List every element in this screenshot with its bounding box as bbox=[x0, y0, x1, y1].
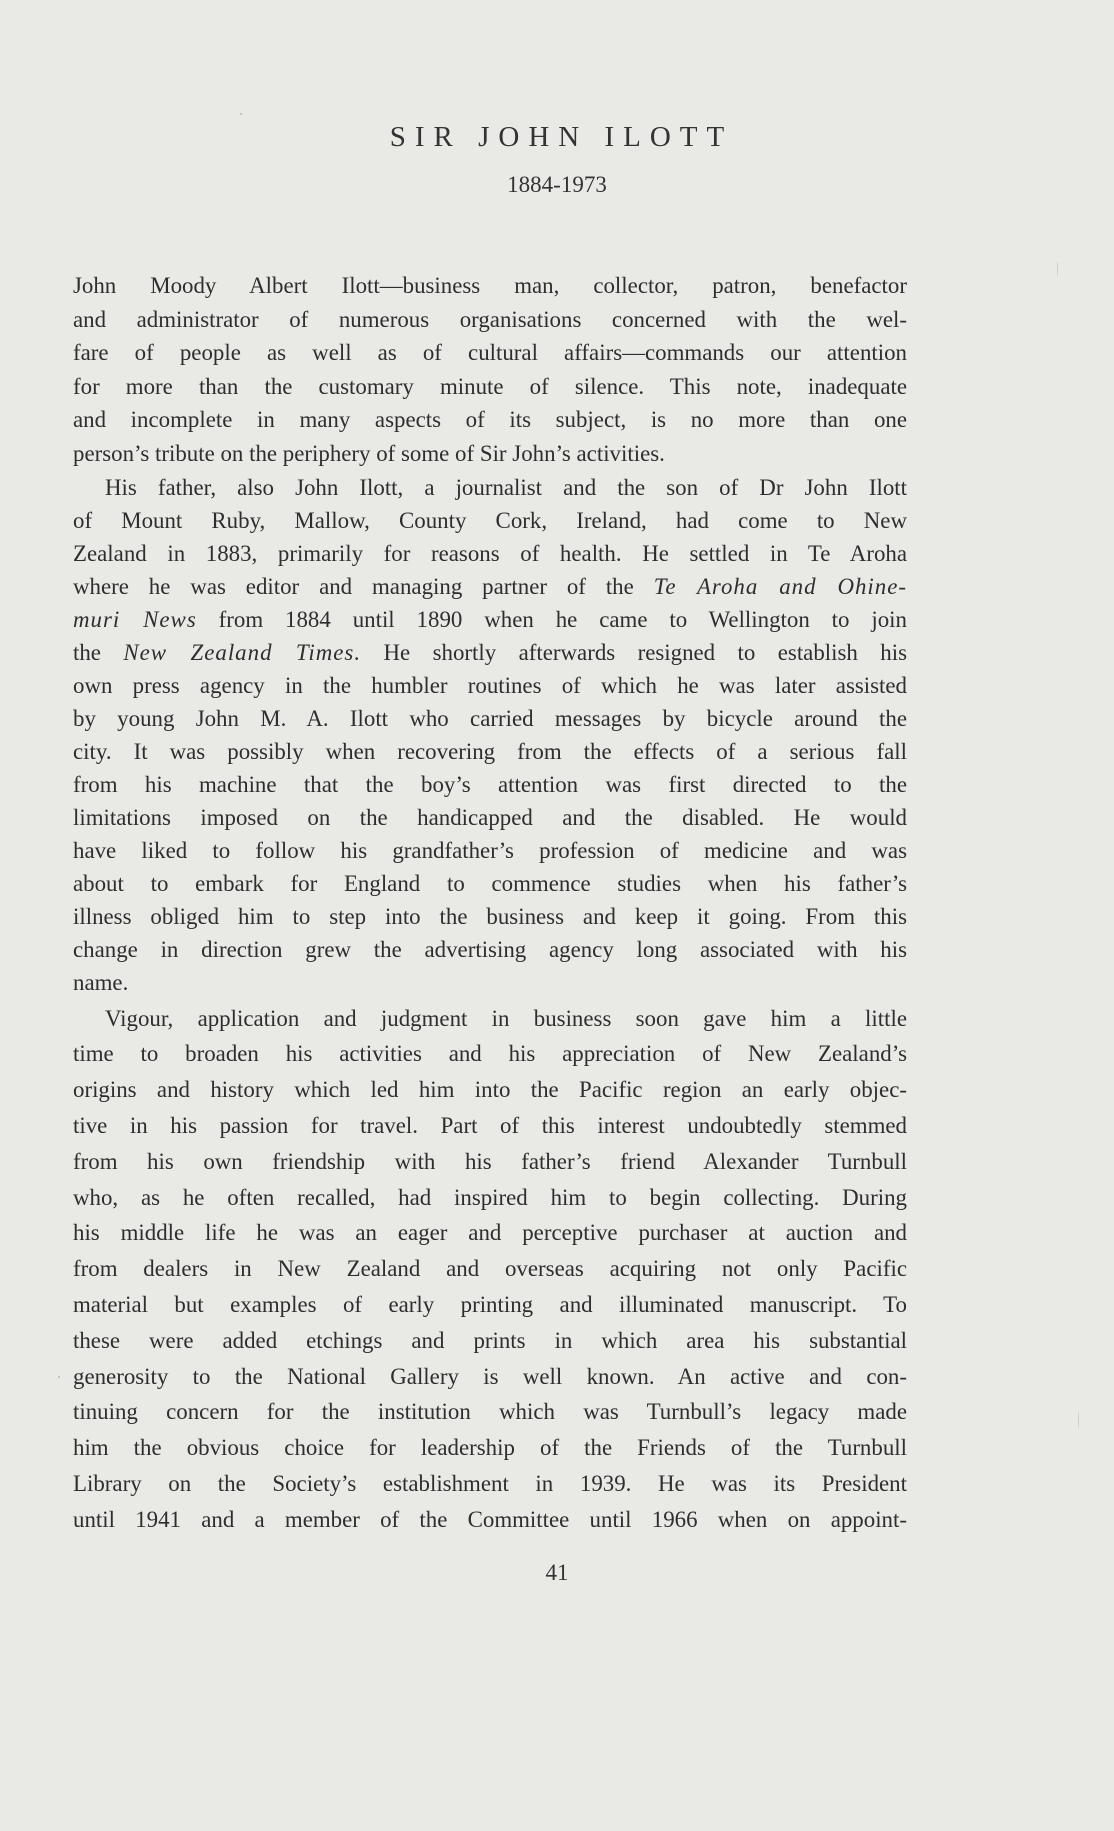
newspaper-title: muri News bbox=[73, 606, 197, 632]
text-line: John Moody Albert Ilott—business man, collector, patron, benefactor bbox=[73, 273, 907, 298]
text-line: city. It was possibly when recovering from the effects of a serious fall bbox=[73, 738, 907, 764]
life-dates: 1884-1973 bbox=[507, 172, 607, 197]
text-line: name. bbox=[73, 969, 129, 995]
text-line: of Mount Ruby, Mallow, County Cork, Ireland, had come to New bbox=[73, 507, 907, 533]
text-line: from dealers in New Zealand and overseas acquiring not only Pacific bbox=[73, 1256, 907, 1282]
text-line bbox=[73, 569, 907, 602]
text-line: tinuing concern for the institution which was Turnbull’s legacy made bbox=[73, 1399, 907, 1425]
text-line: material but examples of early printing and illuminated manuscript. To bbox=[73, 1291, 907, 1317]
text-line: Library on the Society’s establishment in 1939. He was its President bbox=[73, 1470, 907, 1496]
paper-speck bbox=[58, 1376, 60, 1378]
text-line: Zealand in 1883, primarily for reasons of health. He settled in Te Aroha bbox=[73, 540, 907, 566]
text-line: generosity to the National Gallery is well known. An active and con- bbox=[73, 1363, 907, 1389]
text-line: him the obvious choice for leadership of the Friends of the Turnbull bbox=[73, 1435, 907, 1461]
text-line: and administrator of numerous organisations concerned with the wel- bbox=[73, 306, 907, 332]
text-line: time to broaden his activities and his appreciation of New Zealand’s bbox=[73, 1041, 907, 1067]
paper-mark bbox=[1078, 1412, 1079, 1428]
text-line: who, as he often recalled, had inspired him to begin collecting. During bbox=[73, 1184, 907, 1210]
text-line: tive in his passion for travel. Part of this interest undoubtedly stemmed bbox=[73, 1112, 907, 1138]
text-line: person’s tribute on the periphery of some of Sir John’s activities. bbox=[73, 440, 665, 466]
text-line: about to embark for England to commence studies when his father’s bbox=[73, 870, 907, 896]
text-line: for more than the customary minute of silence. This note, inadequate bbox=[73, 373, 907, 399]
text-line: His father, also John Ilott, a journalist and the son of Dr John Ilott bbox=[105, 474, 907, 500]
text-line: from his own friendship with his father’s friend Alexander Turnbull bbox=[73, 1148, 907, 1174]
text-line: illness obliged him to step into the business and keep it going. From this bbox=[73, 903, 907, 929]
text-line bbox=[73, 635, 907, 668]
text-line: limitations imposed on the handicapped and the disabled. He would bbox=[73, 804, 907, 830]
page-number: 41 bbox=[545, 1560, 569, 1585]
text-line: his middle life he was an eager and perceptive purchaser at auction and bbox=[73, 1220, 907, 1246]
paper-mark bbox=[1057, 262, 1058, 276]
newspaper-title: New Zealand Times. bbox=[123, 639, 362, 665]
text-line: until 1941 and a member of the Committee until 1966 when on appoint- bbox=[73, 1506, 907, 1532]
text-line bbox=[73, 602, 907, 635]
paper-speck bbox=[240, 113, 242, 115]
paragraph-3 bbox=[73, 1001, 907, 1538]
paragraph-2 bbox=[73, 470, 907, 998]
text-line: and incomplete in many aspects of its subject, is no more than one bbox=[73, 407, 907, 433]
text-fragment: the bbox=[73, 639, 124, 665]
text-line: origins and history which led him into the Pacific region an early objec- bbox=[73, 1077, 907, 1103]
text-line: own press agency in the humbler routines of which he was later assisted bbox=[73, 672, 907, 698]
article-title: SIR JOHN ILOTT bbox=[389, 121, 734, 153]
paragraph-1 bbox=[73, 268, 907, 470]
newspaper-title: Te Aroha and Ohine- bbox=[653, 573, 908, 599]
text-line: fare of people as well as of cultural affairs—commands our attention bbox=[73, 340, 907, 366]
text-fragment: He shortly afterwards resigned to establish his bbox=[361, 639, 907, 665]
text-fragment: where he was editor and managing partner of the bbox=[73, 573, 654, 599]
text-line: from his machine that the boy’s attention was first directed to the bbox=[73, 771, 907, 797]
text-line: Vigour, application and judgment in business soon gave him a little bbox=[105, 1005, 907, 1031]
article-body bbox=[73, 268, 907, 1538]
text-line: change in direction grew the advertising agency long associated with his bbox=[73, 936, 907, 962]
text-line: have liked to follow his grandfather’s profession of medicine and was bbox=[73, 837, 907, 863]
text-line: by young John M. A. Ilott who carried messages by bicycle around the bbox=[73, 705, 907, 731]
text-fragment: from 1884 until 1890 when he came to Wellington to join bbox=[196, 606, 907, 632]
text-line: these were added etchings and prints in which area his substantial bbox=[73, 1327, 907, 1353]
